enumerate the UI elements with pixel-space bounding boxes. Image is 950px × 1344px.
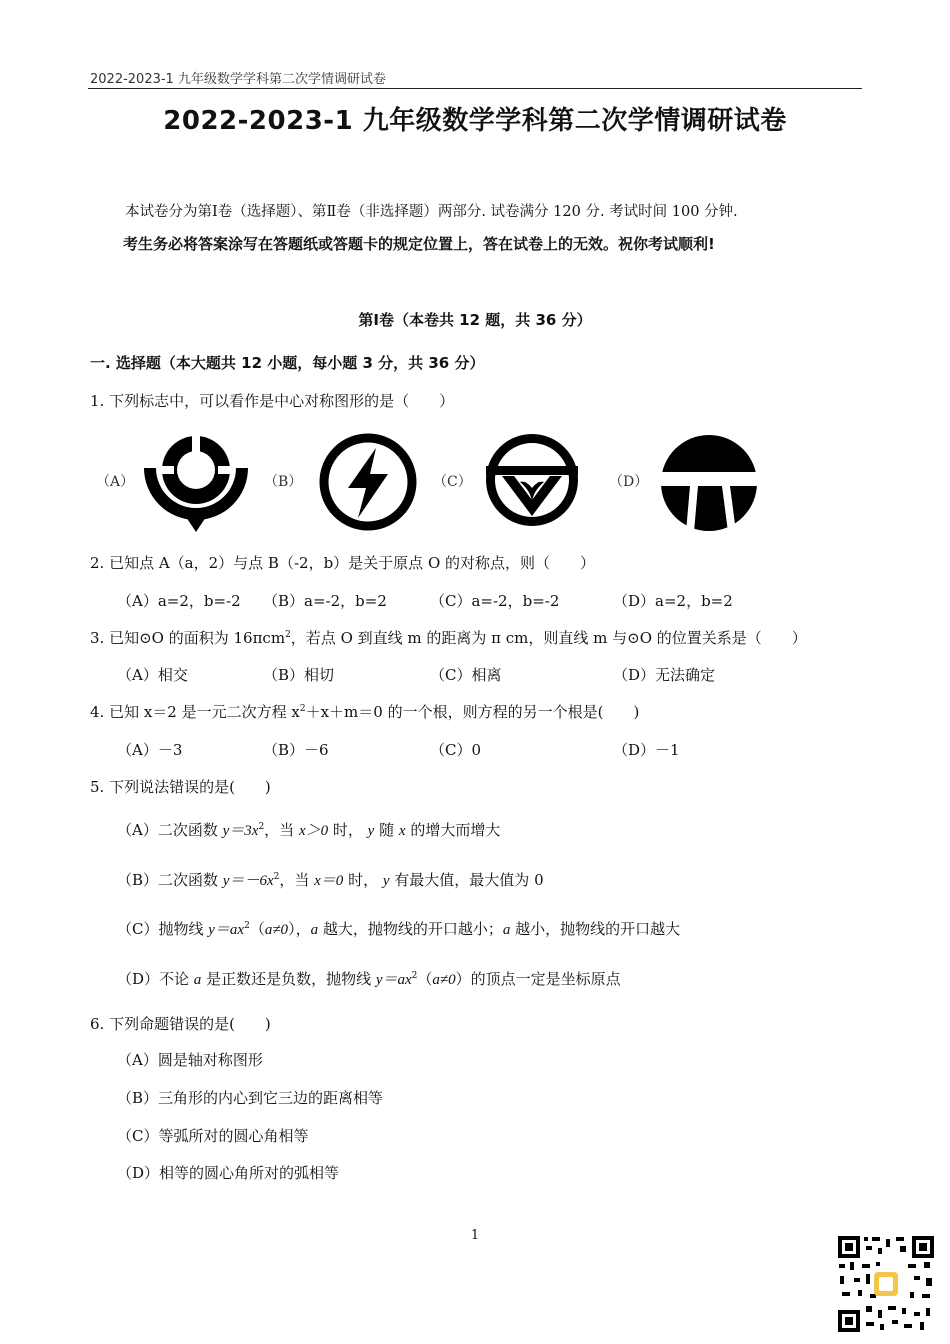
header-rule — [88, 88, 862, 89]
q5-option-c: （C）抛物线 $y=ax^2(a\ne 0)$，a 越大，抛物线的开口越小；a 越小，抛物线的开口越大 — [117, 920, 681, 938]
question-3-stem: 3. 已知⊙O 的面积为 16πcm$^2$，若点 O 到直线 m 的距离为 π cm，则直线 m 与⊙O 的位置关系是（ ） — [90, 629, 807, 647]
q3-option-b: （B）相切 — [263, 666, 335, 684]
q6-option-c: （C）等弧所对的圆心角相等 — [117, 1127, 309, 1145]
question-4-stem: 4. 已知 x＝2 是一元二次方程 $x^2+x+m=0$ 的一个根，则方程的另一个根是( ) — [90, 703, 640, 721]
q2-option-d: （D）a=2，b=2 — [613, 592, 733, 610]
q4-option-a: （A）－3 — [117, 741, 183, 759]
q2-option-b: （B）a=-2，b=2 — [263, 592, 387, 610]
question-5-stem: 5. 下列说法错误的是( ) — [90, 778, 271, 796]
q1-logo-c-icon — [482, 430, 582, 530]
qr-code-icon — [836, 1234, 936, 1334]
section-title: 一. 选择题（本大题共 12 小题，每小题 3 分，共 36 分） — [90, 354, 485, 372]
q4-option-b: （B）－6 — [263, 741, 329, 759]
page-number: 1 — [470, 1228, 480, 1243]
q2-option-c: （C）a=-2，b=-2 — [430, 592, 560, 610]
q6-option-a: （A）圆是轴对称图形 — [117, 1051, 263, 1069]
q1-logo-b-lightning-icon — [318, 432, 418, 532]
running-header: 2022-2023-1 九年级数学学科第二次学情调研试卷 — [90, 72, 386, 87]
question-1-stem: 1. 下列标志中，可以看作是中心对称图形的是（ ） — [90, 392, 455, 410]
exam-intro: 本试卷分为第Ⅰ卷（选择题）、第Ⅱ卷（非选择题）两部分. 试卷满分 120 分. 考试时间 100 分钟. — [125, 204, 738, 220]
q3-option-c: （C）相离 — [430, 666, 502, 684]
q3-option-a: （A）相交 — [117, 666, 188, 684]
q5-option-d: （D）不论 a 是正数还是负数，抛物线 $y=ax^2(a\ne 0)$的顶点一定是坐标原点 — [117, 970, 621, 988]
q1-label-b: （B） — [264, 474, 303, 490]
q5-option-b: （B）二次函数 $y=-6x^2$，当 x＝0 时， y 有最大值，最大值为 0 — [117, 871, 544, 889]
q2-option-a: （A）a=2，b=-2 — [117, 592, 241, 610]
q6-option-b: （B）三角形的内心到它三边的距离相等 — [117, 1089, 384, 1107]
q6-option-d: （D）相等的圆心角所对的弧相等 — [117, 1164, 340, 1182]
q4-option-d: （D）－1 — [613, 741, 680, 759]
exam-notice: 考生务必将答案涂写在答题纸或答题卡的规定位置上，答在试卷上的无效。祝你考试顺利! — [123, 235, 715, 253]
q1-label-a: （A） — [96, 474, 135, 490]
q1-label-c: （C） — [433, 474, 472, 490]
q5-option-a: （A）二次函数 $y=3x^2$，当 x＞0 时， y 随 x 的增大而增大 — [117, 821, 501, 839]
q1-logo-d-icon — [660, 434, 758, 532]
q3-option-d: （D）无法确定 — [613, 666, 716, 684]
question-2-stem: 2. 已知点 A（a，2）与点 B（-2，b）是关于原点 O 的对称点，则（ ） — [90, 554, 596, 572]
q1-label-d: （D） — [609, 474, 649, 490]
question-6-stem: 6. 下列命题错误的是( ) — [90, 1015, 271, 1033]
part-title: 第Ⅰ卷（本卷共 12 题，共 36 分） — [358, 311, 592, 329]
page-title: 2022-2023-1 九年级数学学科第二次学情调研试卷 — [163, 106, 787, 136]
q4-option-c: （C）0 — [430, 741, 482, 759]
q1-logo-a-icon — [140, 430, 252, 532]
